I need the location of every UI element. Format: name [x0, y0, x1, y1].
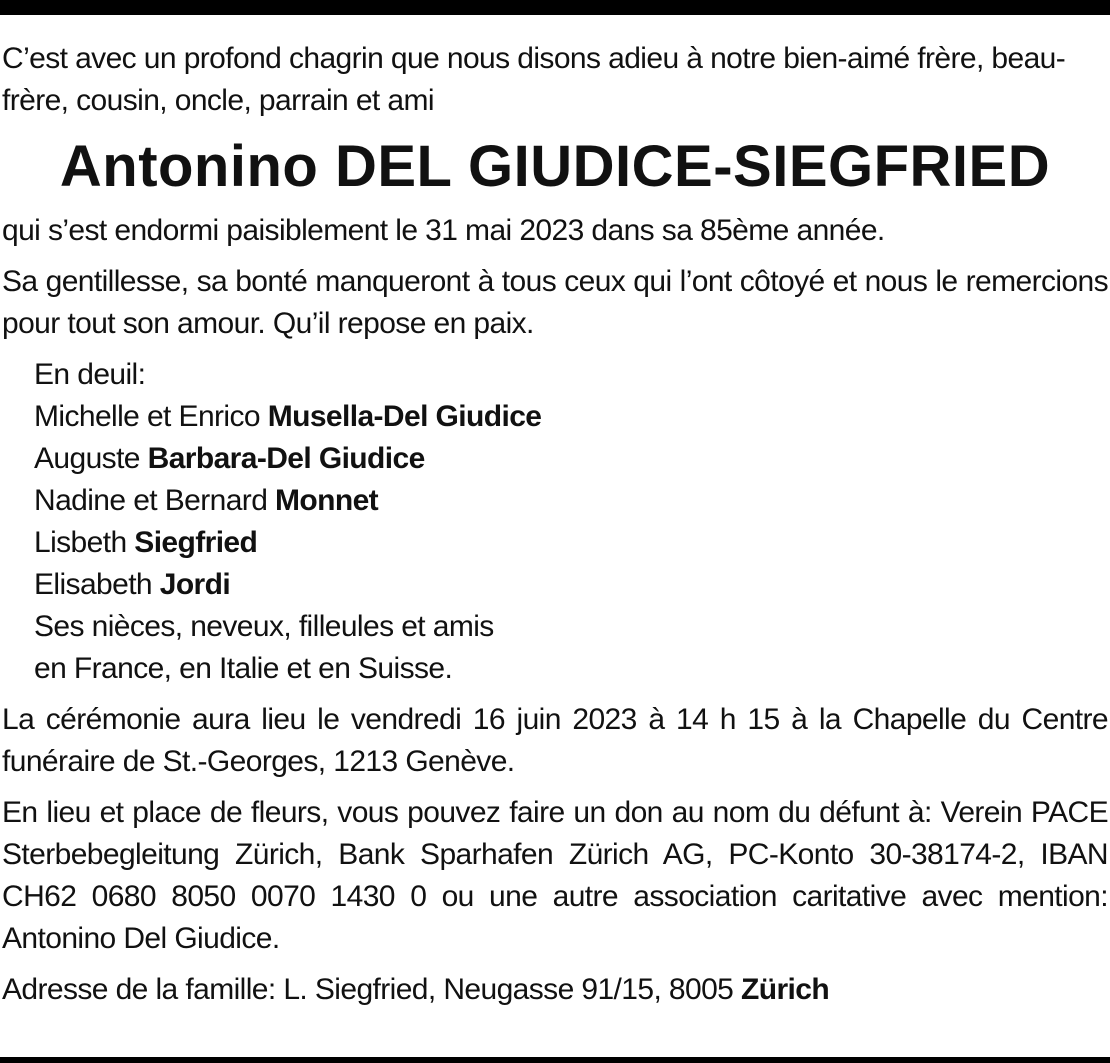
address-text: Adresse de la famille: L. Siegfried, Neugasse 91/15, 8005 — [2, 973, 742, 1006]
mourner-family-name: Jordi — [159, 568, 231, 601]
deceased-name: Antonino DEL GIUDICE-SIEGFRIED — [59, 134, 1051, 199]
mourner-given-name: Michelle et Enrico — [34, 400, 268, 433]
top-border — [0, 0, 1110, 15]
mourner-family-name: Musella-Del Giudice — [267, 400, 542, 433]
mourner-given-name: Elisabeth — [34, 568, 160, 601]
bottom-border — [0, 1057, 1110, 1063]
mourner-family-name: Siegfried — [134, 526, 258, 559]
mourners-list — [2, 354, 1108, 690]
mourner-entry — [34, 522, 1108, 564]
mourner-entry — [34, 438, 1108, 480]
mourner-entry — [34, 564, 1108, 606]
intro-text: C’est avec un profond chagrin que nous disons adieu à notre bien-aimé frère, beau-frère, cousin, oncle, parrain et ami — [2, 42, 1066, 117]
tribute-text: Sa gentillesse, sa bonté manqueront à tous ceux qui l’ont côtoyé et nous le remercions pour tout son amour. Qu’il repose en paix. — [2, 265, 1108, 340]
mourning-heading: En deuil: — [34, 358, 146, 391]
address-city: Zürich — [741, 973, 830, 1006]
mourner-family-name: Barbara-Del Giudice — [147, 442, 425, 475]
passing-text: qui s’est endormi paisiblement le 31 mai 2023 dans sa 85ème année. — [2, 214, 885, 247]
mourner-given-name: Nadine et Bernard — [34, 484, 276, 517]
mourner-family-name: Monnet — [275, 484, 379, 517]
obituary-notice — [2, 38, 1108, 1011]
ceremony-text: La cérémonie aura lieu le vendredi 16 juin 2023 à 14 h 15 à la Chapelle du Centre funéraire de St.-Georges, 1213 Genève. — [2, 703, 1108, 778]
mourner-given-name: Lisbeth — [34, 526, 135, 559]
donation-text: En lieu et place de fleurs, vous pouvez faire un don au nom du défunt à: Verein PACE Sterbebegleitung Zürich, Bank Sparhafen Zürich AG, PC-Konto 30-38174-2, IBAN CH62 0680 8050 0070 1430 0 ou une autre association caritative avec mention: Antonino Del Giudice. — [2, 796, 1108, 955]
family-address — [2, 969, 1108, 1011]
mourner-given-name: Auguste — [34, 442, 148, 475]
relatives-line: en France, en Italie et en Suisse. — [34, 652, 453, 685]
mourner-entry — [34, 396, 1108, 438]
relatives-line: Ses nièces, neveux, filleules et amis — [34, 610, 494, 643]
mourner-entry — [34, 480, 1108, 522]
